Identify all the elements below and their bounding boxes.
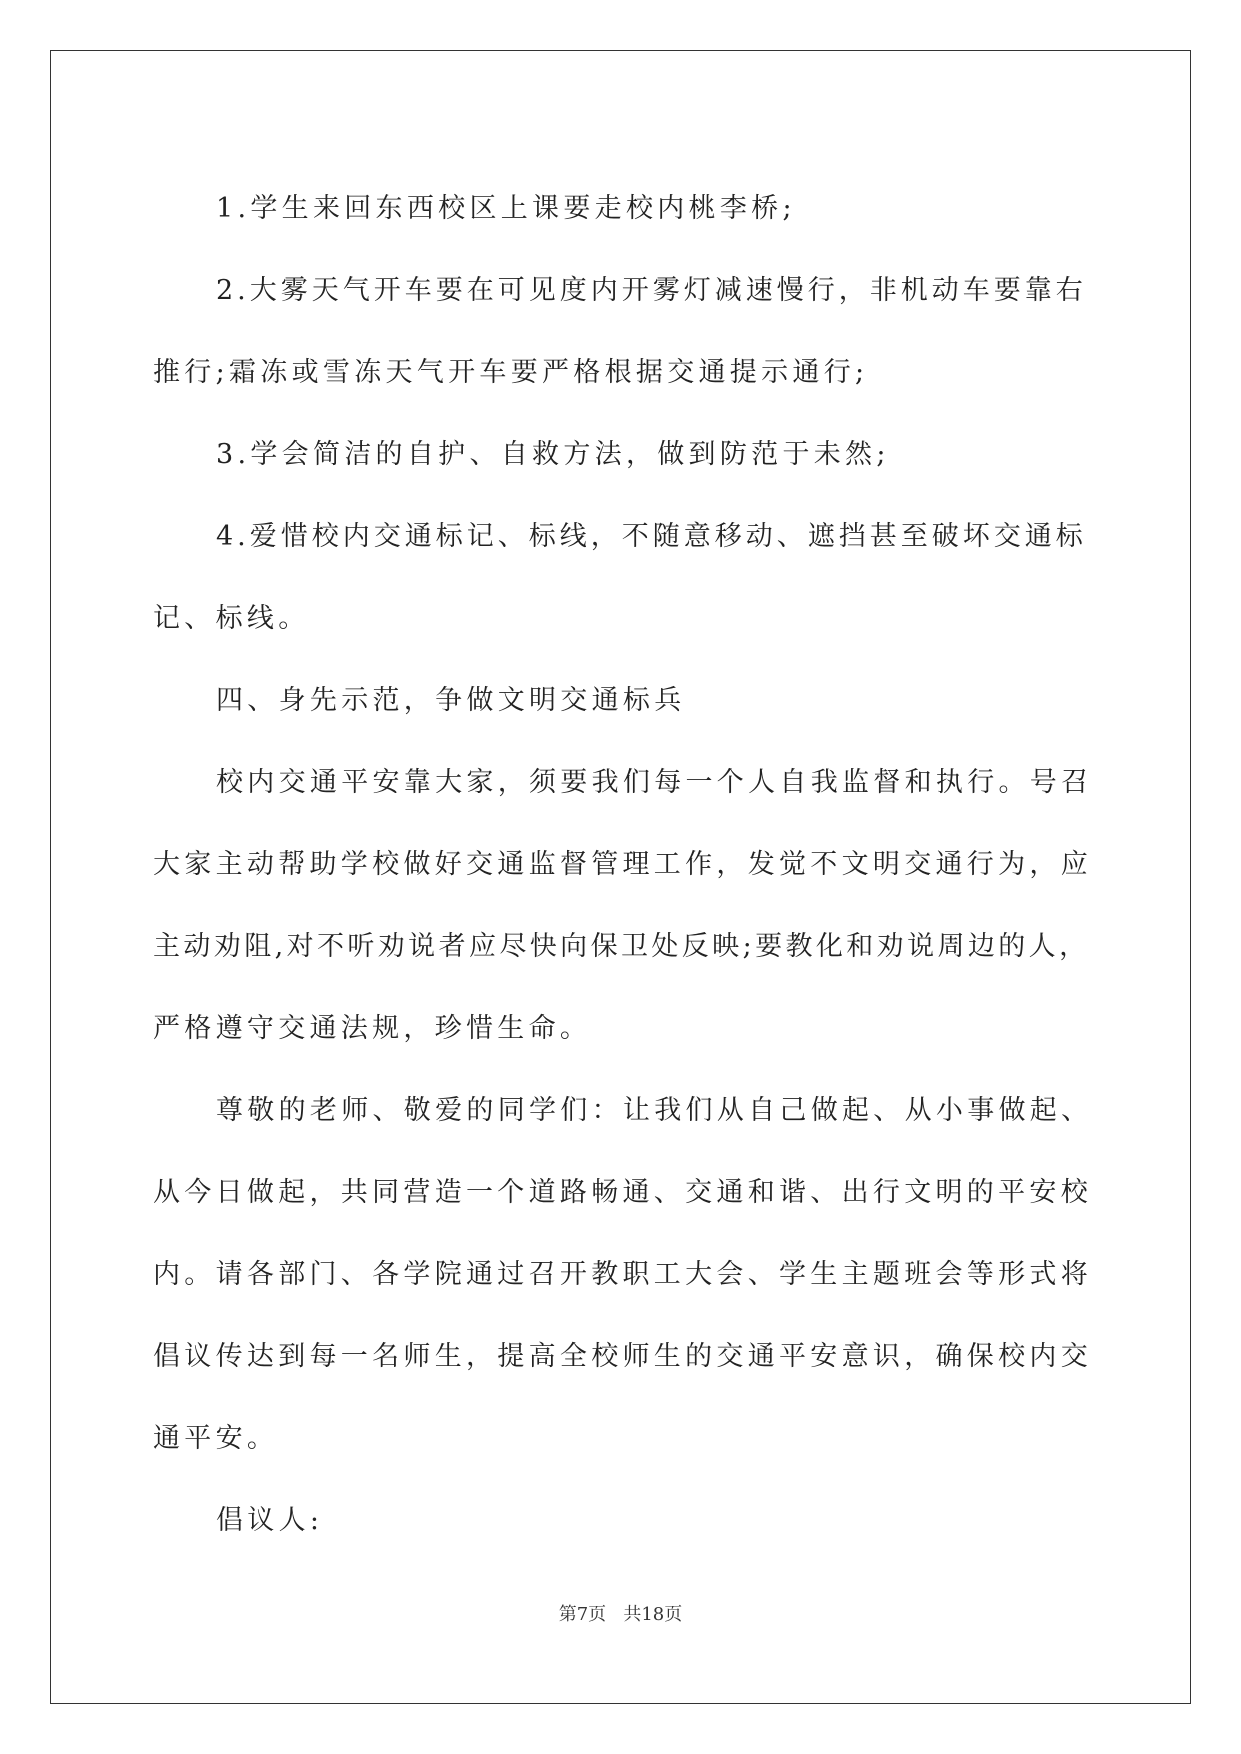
text-line: 四、身先示范，争做文明交通标兵 [216, 685, 686, 716]
list-item-2 [153, 250, 1093, 414]
text-line: 推行;霜冻或雪冻天气开车要严格根据交通提示通行; [153, 357, 869, 388]
text-line: 4.爱惜校内交通标记、标线，不随意移动、遮挡甚至破坏交通标 [216, 521, 1087, 552]
text-line: 通平安。 [153, 1423, 279, 1454]
signature-line [153, 1480, 1093, 1562]
text-line: 主动劝阻,对不听劝说者应尽快向保卫处反映;要教化和劝说周边的人， [153, 931, 1090, 962]
text-line: 严格遵守交通法规，珍惜生命。 [153, 1013, 592, 1044]
list-item-3 [153, 414, 1093, 496]
page-number: 第7页 共18页 [558, 1604, 683, 1625]
body-paragraph [153, 742, 1093, 1070]
text-line: 尊敬的老师、敬爱的同学们：让我们从自己做起、从小事做起、 [216, 1095, 1093, 1126]
document-body [153, 168, 1093, 1562]
text-line: 记、标线。 [153, 603, 310, 634]
text-line: 从今日做起，共同营造一个道路畅通、交通和谐、出行文明的平安校 [153, 1177, 1092, 1208]
text-line: 倡议人: [216, 1505, 324, 1536]
text-line: 校内交通平安靠大家，须要我们每一个人自我监督和执行。号召 [216, 767, 1093, 798]
body-paragraph [153, 1070, 1093, 1480]
list-item-1 [153, 168, 1093, 250]
text-line: 1.学生来回东西校区上课要走校内桃李桥; [216, 193, 796, 224]
section-heading [153, 660, 1093, 742]
text-line: 3.学会简洁的自护、自救方法，做到防范于未然; [216, 439, 890, 470]
list-item-4 [153, 496, 1093, 660]
text-line: 内。请各部门、各学院通过召开教职工大会、学生主题班会等形式将 [153, 1259, 1092, 1290]
text-line: 2.大雾天气开车要在可见度内开雾灯减速慢行，非机动车要靠右 [216, 275, 1087, 306]
text-line: 大家主动帮助学校做好交通监督管理工作，发觉不文明交通行为，应 [153, 849, 1092, 880]
text-line: 倡议传达到每一名师生，提高全校师生的交通平安意识，确保校内交 [153, 1341, 1092, 1372]
